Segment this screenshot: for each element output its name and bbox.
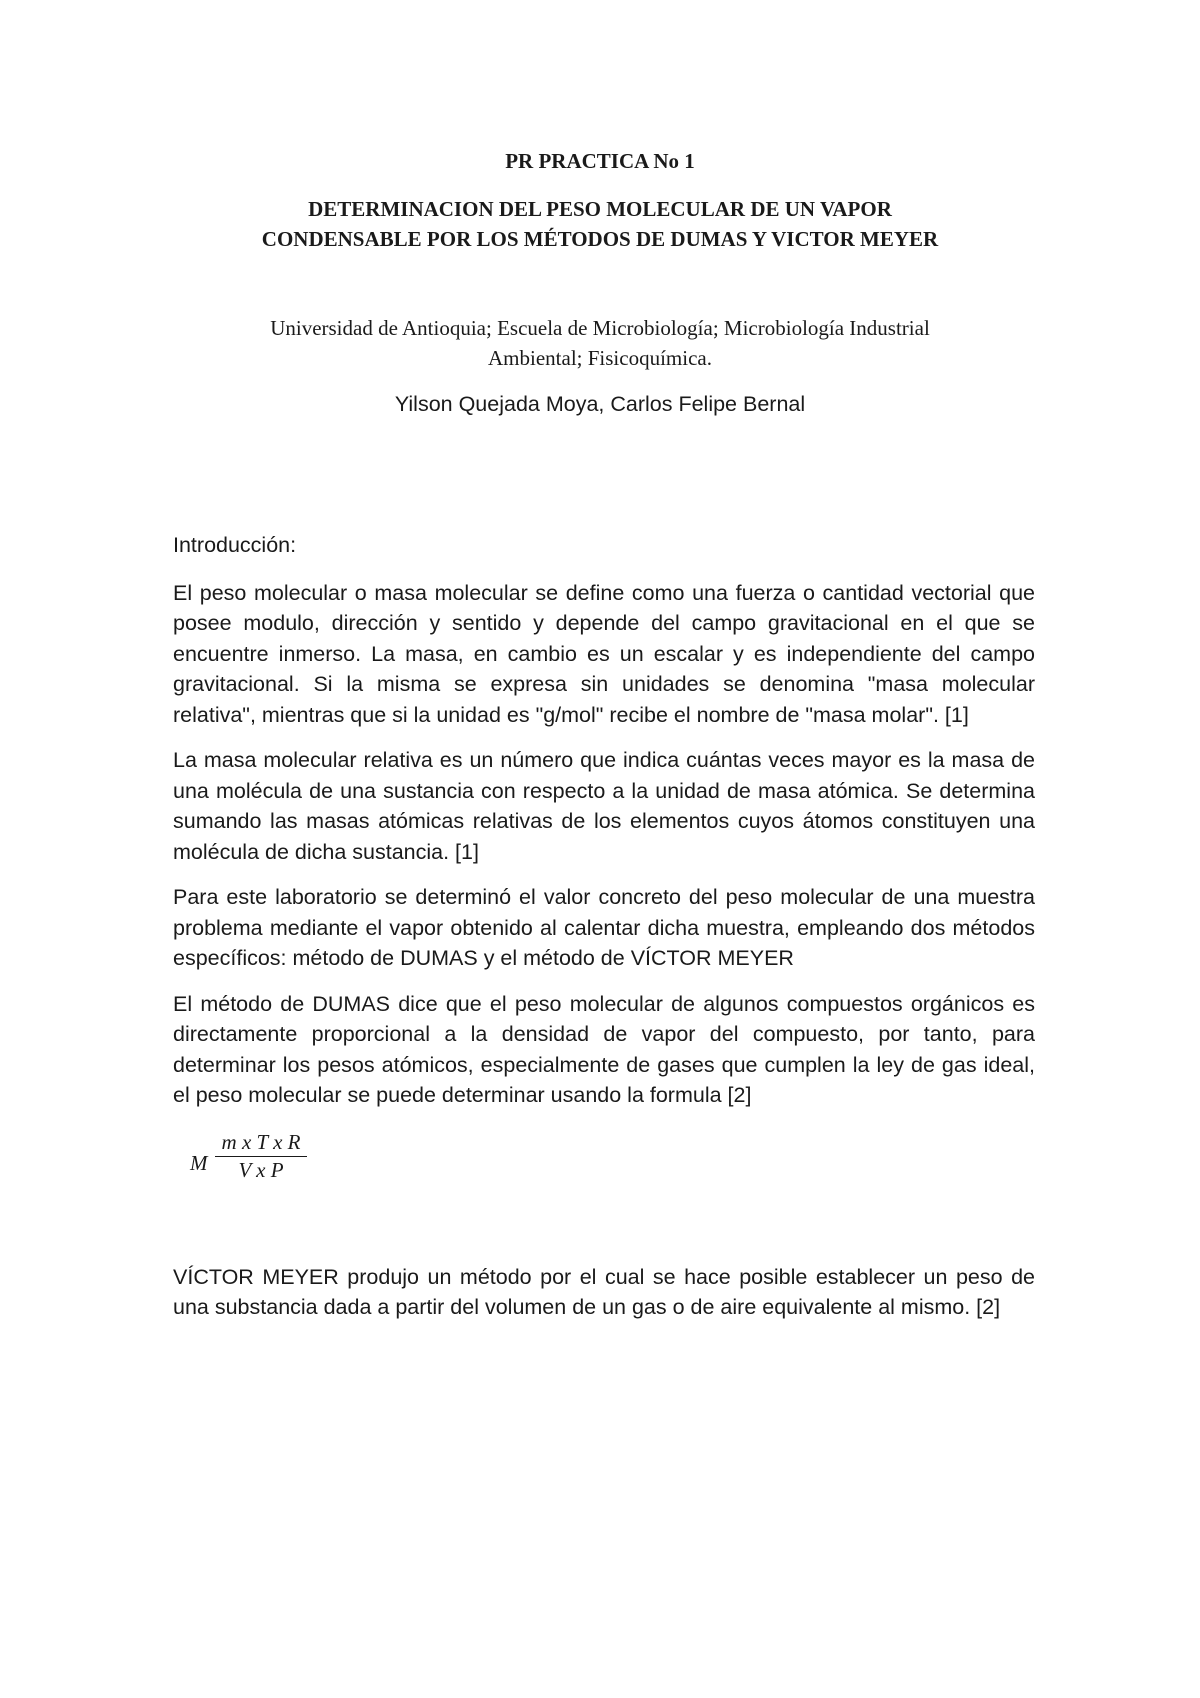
formula-lhs: M xyxy=(190,1150,208,1175)
paragraph-masa-molecular-relativa: La masa molecular relativa es un número que indica cuántas veces mayor es la masa de una molécula de una sustancia con respecto a la unidad de masa atómica. Se determina sumando las masas atómicas relativas de los elementos cuyos átomos constituyen una molécula de dicha sustancia. [1] xyxy=(173,748,1035,864)
document-body xyxy=(173,530,1035,1338)
affiliation-line-1: Universidad de Antioquia; Escuela de Microbiología; Microbiología Industrial xyxy=(270,316,930,340)
formula-numerator: m x T x R xyxy=(221,1129,301,1154)
affiliation-line-2: Ambiental; Fisicoquímica. xyxy=(488,346,712,370)
paragraph-peso-molecular: El peso molecular o masa molecular se define como una fuerza o cantidad vectorial que posee modulo, dirección y sentido y depende del campo gravitacional en el que se encuentre inmerso. La masa, en cambio es un escalar y es independiente del campo gravitacional. Si la misma se expresa sin unidades se denomina "masa molecular relativa", mientras que si la unidad es "g/mol" recibe el nombre de "masa molar". [1] xyxy=(173,580,1035,727)
formula-denominator: V x P xyxy=(238,1157,284,1182)
title-line-1: DETERMINACION DEL PESO MOLECULAR DE UN VAPOR xyxy=(308,197,892,221)
paragraph-metodo-dumas: El método de DUMAS dice que el peso molecular de algunos compuestos orgánicos es directamente proporcional a la densidad de vapor del compuesto, por tanto, para determinar los pesos atómicos, especialmente de gases que cumplen la ley de gas ideal, el peso molecular se puede determinar usando la formula [2] xyxy=(173,991,1035,1107)
authors: Yilson Quejada Moya, Carlos Felipe Bernal xyxy=(394,392,806,416)
formula-fraction xyxy=(215,1130,307,1183)
title-line-2: CONDENSABLE POR LOS MÉTODOS DE DUMAS Y VICTOR MEYER xyxy=(261,227,939,251)
paragraph-victor-meyer: VÍCTOR MEYER produjo un método por el cual se hace posible establecer un peso de una substancia dada a partir del volumen de un gas o de aire equivalente al mismo. [2] xyxy=(173,1264,1035,1319)
section-heading-introduccion: Introducción: xyxy=(173,533,297,557)
paragraph-laboratorio: Para este laboratorio se determinó el valor concreto del peso molecular de una muestra problema mediante el vapor obtenido al calentar dicha muestra, empleando dos métodos específicos: método de DUMAS y el método de VÍCTOR MEYER xyxy=(173,885,1035,970)
practice-number: PR PRACTICA No 1 xyxy=(505,149,695,173)
document-title xyxy=(180,194,1020,254)
dumas-formula xyxy=(173,1120,1035,1210)
title-block xyxy=(180,146,1020,254)
affiliation xyxy=(180,313,1020,373)
